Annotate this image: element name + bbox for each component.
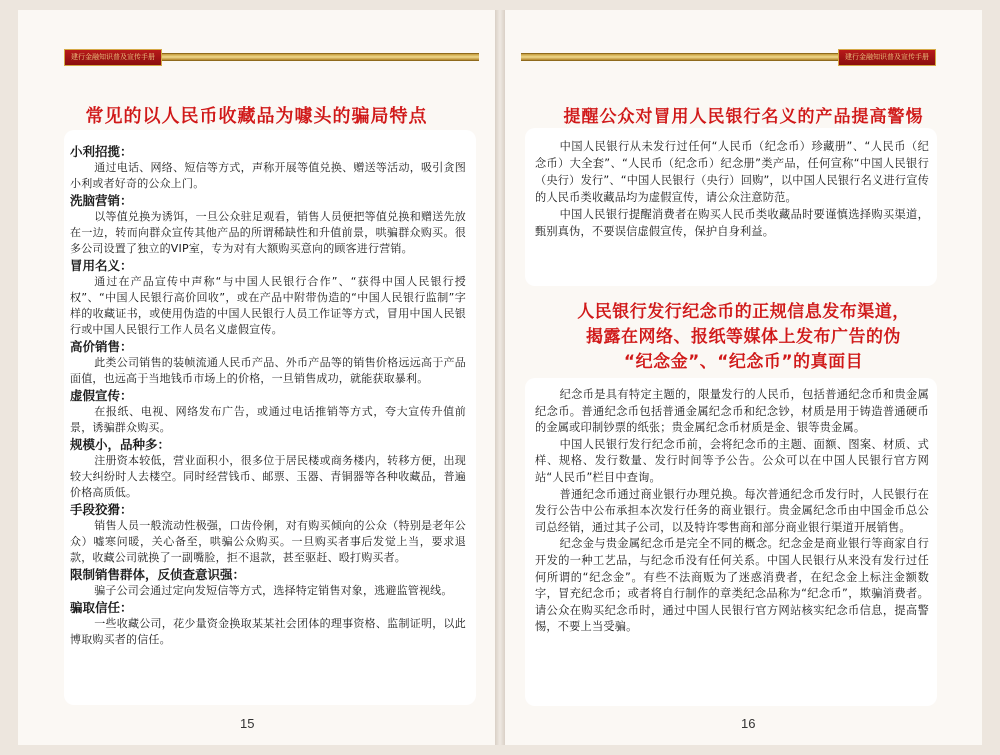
section	[70, 338, 466, 387]
right-banner-rule	[521, 53, 838, 61]
left-header-banner	[64, 48, 479, 66]
section	[70, 143, 466, 192]
subtitle-line: 揭露在网络、报纸等媒体上发布广告的伪	[586, 327, 901, 347]
right-page-number: 16	[741, 716, 756, 731]
section-text: 骗子公司会通过定向发短信等方式，选择特定销售对象，逃避监管视线。	[94, 584, 453, 597]
left-page-title: 常见的以人民币收藏品为噱头的骗局特点	[85, 106, 428, 127]
right-page-title: 提醒公众对冒用人民银行名义的产品提高警惕	[563, 107, 924, 127]
section-heading: 骗取信任：	[70, 600, 133, 615]
section-heading: 冒用名义：	[70, 258, 133, 273]
left-page	[18, 10, 495, 745]
section-text: 以等值兑换为诱饵，一旦公众驻足观看，销售人员便把等值兑换和赠送先放在一边，转而向群众宣传其他产品的所谓稀缺性和升值前景，哄骗群众购买。很多公司设置了独立的VIP室，专为对有大额购买意向的顾客进行营销。	[70, 210, 466, 255]
left-sections	[70, 143, 466, 648]
section-text: 此类公司销售的装帧流通人民币产品、外币产品等的销售价格远远高于产品面值，也远高于当地钱币市场上的价格，一旦销售成功，就能获取暴利。	[70, 356, 466, 385]
info-paragraph: 中国人民银行发行纪念币前，会将纪念币的主题、面额、图案、材质、式样、规格、发行数量、发行时间等予公告。公众可以在中国人民银行官方网站“人民币”栏目中查询。	[535, 437, 929, 484]
info-paragraph: 纪念币是具有特定主题的，限量发行的人民币，包括普通纪念币和贵金属纪念币。普通纪念币包括普通金属纪念币和纪念钞，材质是用于铸造普通硬币的金属或印制钞票的纸张；贵金属纪念币材质是金、银等贵金属。	[535, 388, 929, 435]
section	[70, 501, 466, 566]
left-banner-tag: 建行金融知识普及宣传手册	[64, 49, 162, 66]
section-heading: 手段狡猾：	[70, 502, 133, 517]
right-banner-tag: 建行金融知识普及宣传手册	[838, 49, 936, 66]
section-heading: 小利招揽：	[70, 144, 133, 159]
left-banner-rule	[162, 53, 479, 61]
right-info-text	[535, 387, 929, 636]
book-gutter	[495, 10, 505, 745]
section-heading: 高价销售：	[70, 339, 133, 354]
info-paragraph: 普通纪念币通过商业银行办理兑换。每次普通纪念币发行时，人民银行在发行公告中公布承担本次发行任务的商业银行。贵金属纪念币由中国金币总公司总经销，通过其子公司，以及特许零售商和部分商业银行渠道开展销售。	[535, 487, 929, 534]
subtitle-line: “纪念金”、“纪念币”的真面目	[623, 352, 864, 372]
section-text: 通过在产品宣传中声称“与中国人民银行合作”、“获得中国人民银行授权”、“中国人民银行高价回收”，或在产品中附带伪造的“中国人民银行监制”字样的收藏证书，或使用伪造的中国人民银行人员工作证等方式，冒用中国人民银行或中国人民银行工作人员名义虚假宣传。	[70, 275, 466, 336]
section-text: 通过电话、网络、短信等方式，声称开展等值兑换、赠送等活动，吸引贪图小利或者好奇的公众上门。	[70, 161, 466, 190]
section	[70, 566, 466, 599]
section-text: 一些收藏公司，花少量资金换取某某社会团体的理事资格、监制证明，以此博取购买者的信任。	[70, 617, 466, 646]
right-subtitle	[505, 300, 982, 375]
section-heading: 洗脑营销：	[70, 193, 133, 208]
section	[70, 599, 466, 648]
right-notice-text	[535, 138, 929, 240]
section-heading: 规模小，品种多：	[70, 437, 171, 452]
left-page-number: 15	[240, 716, 255, 731]
right-page	[505, 10, 982, 745]
notice-paragraph: 中国人民银行从未发行过任何“人民币（纪念币）珍藏册”、“人民币（纪念币）大全套”、“人民币（纪念币）纪念册”类产品，任何宣称“中国人民银行（央行）发行”、“中国人民银行（央行）回购”，以中国人民银行名义进行宣传的人民币类收藏品均为虚假宣传，请公众注意防范。	[535, 140, 929, 204]
section-heading: 限制销售群体，反侦查意识强：	[70, 567, 246, 582]
section	[70, 436, 466, 501]
section-text: 注册资本较低，营业面积小，很多位于居民楼或商务楼内，转移方便，出现较大纠纷时人去楼空。同时经营钱币、邮票、玉器、青铜器等各种收藏品，普遍价格高质低。	[70, 454, 466, 499]
section-heading: 虚假宣传：	[70, 388, 133, 403]
section-text: 在报纸、电视、网络发布广告，或通过电话推销等方式，夸大宣传升值前景，诱骗群众购买。	[70, 405, 466, 434]
right-header-banner	[521, 48, 936, 66]
subtitle-line: 人民银行发行纪念币的正规信息发布渠道，	[577, 302, 910, 322]
section	[70, 192, 466, 257]
section-text: 销售人员一般流动性极强，口齿伶俐，对有购买倾向的公众（特别是老年公众）嘘寒问暖，关心备至，哄骗公众购买。一旦购买者事后发觉上当，要求退款，收藏公司就换了一副嘴脸，拒不退款，甚至驱赶、殴打购买者。	[70, 519, 466, 564]
info-paragraph: 纪念金与贵金属纪念币是完全不同的概念。纪念金是商业银行等商家自行开发的一种工艺品，与纪念币没有任何关系。中国人民银行从来没有发行过任何所谓的“纪念金”。有些不法商贩为了迷惑消费者，在纪念金上标注金额数字，冒充纪念币；或者将自行制作的章类纪念品称为“纪念币”，欺骗消费者。请公众在购买纪念币时，通过中国人民银行官方网站核实纪念币信息，提高警惕，不要上当受骗。	[535, 537, 929, 634]
section	[70, 387, 466, 436]
section	[70, 257, 466, 338]
notice-paragraph: 中国人民银行提醒消费者在购买人民币类收藏品时要谨慎选择购买渠道，甄别真伪，不要误信虚假宣传，保护自身利益。	[535, 208, 929, 238]
